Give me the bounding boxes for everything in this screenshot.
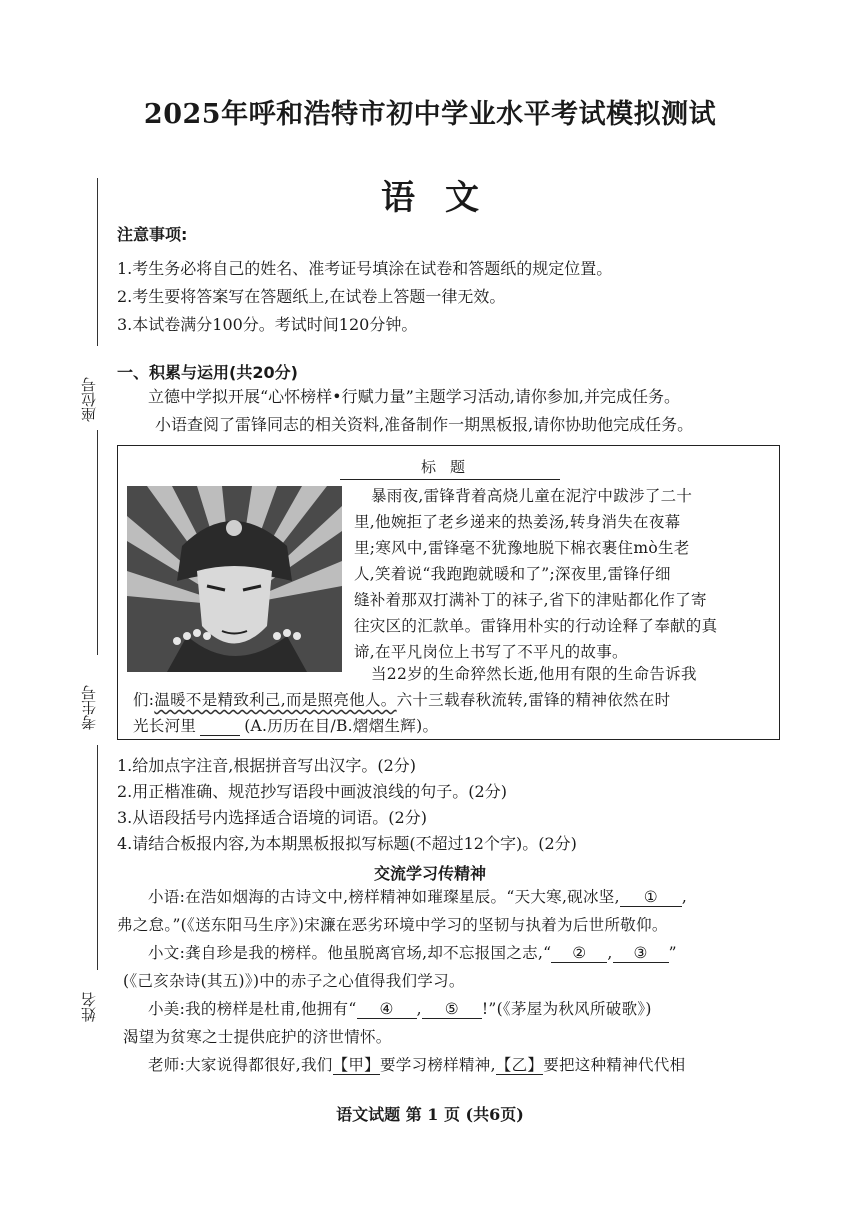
lei-feng-portrait-image bbox=[127, 486, 342, 672]
answer-blank: ④ bbox=[357, 1000, 417, 1019]
dialogue-line: 小文:龚自珍是我的榜样。他虽脱离官场,却不忘报国之志,“ ② , ③ ” bbox=[148, 944, 677, 962]
notice-item: 2.考生要将答案写在答题纸上,在试卷上答题一律无效。 bbox=[117, 287, 506, 306]
exam-no-label: 考生号 bbox=[80, 685, 98, 730]
board-line: 暴雨夜,雷锋背着高烧儿童在泥泞中跋涉了二十 bbox=[371, 487, 693, 505]
dialogue-line: 弗之怠。”(《送东阳马生序》)宋濂在恶劣环境中学习的坚韧与执着为后世所敬仰。 bbox=[117, 916, 668, 934]
exchange-heading: 交流学习传精神 bbox=[373, 864, 486, 883]
section-intro: 立德中学拟开展“心怀榜样•行赋力量”主题学习活动,请你参加,并完成任务。 bbox=[148, 387, 680, 406]
marker-jia: 【甲】 bbox=[332, 1056, 380, 1074]
name-label: 姓名 bbox=[80, 992, 98, 1022]
board-line-wavy: 们:温暖不是精致利己,而是照亮他人。六十三载春秋流转,雷锋的精神依然在时 bbox=[133, 691, 671, 709]
board-line: 里;寒风中,雷锋毫不犹豫地脱下棉衣裹住mò生老 bbox=[354, 539, 690, 557]
dialogue-line: 渴望为贫寒之士提供庇护的济世情怀。 bbox=[123, 1028, 392, 1046]
board-line: 缝补着那双打满补丁的袜子,省下的津贴都化作了寄 bbox=[354, 591, 707, 609]
binding-line-mid bbox=[97, 430, 98, 655]
question-item: 1.给加点字注音,根据拼音写出汉字。(2分) bbox=[117, 756, 417, 775]
binding-line-lower bbox=[97, 745, 98, 970]
section-heading: 一、积累与运用(共20分) bbox=[117, 363, 298, 382]
answer-blank: ③ bbox=[613, 944, 669, 963]
board-line: 人,笑着说“我跑跑就暖和了”;深夜里,雷锋仔细 bbox=[354, 565, 671, 583]
seat-label: 座位号 bbox=[80, 377, 98, 422]
dialogue-line: 小美:我的榜样是杜甫,他拥有“ ④ , ⑤ !”(《茅屋为秋风所破歌》) bbox=[148, 1000, 652, 1018]
binding-line-top bbox=[97, 178, 98, 346]
answer-blank: ① bbox=[620, 888, 682, 907]
notice-item: 3.本试卷满分100分。考试时间120分钟。 bbox=[117, 315, 418, 334]
answer-blank: ⑤ bbox=[422, 1000, 482, 1019]
notice-heading: 注意事项: bbox=[117, 225, 188, 244]
notice-item: 1.考生务必将自己的姓名、准考证号填涂在试卷和答题纸的规定位置。 bbox=[117, 259, 613, 278]
marker-yi: 【乙】 bbox=[495, 1056, 544, 1074]
question-item: 3.从语段括号内选择适合语境的词语。(2分) bbox=[117, 808, 427, 827]
dialogue-line: 小语:在浩如烟海的古诗文中,榜样精神如璀璨星辰。“天大寒,砚冰坚, ① , bbox=[148, 888, 688, 906]
board-line: 往灾区的汇款单。雷锋用朴实的行动诠释了奉献的真 bbox=[354, 617, 718, 635]
exam-title: 2025年呼和浩特市初中学业水平考试模拟测试 bbox=[143, 99, 717, 130]
section-intro: 小语查阅了雷锋同志的相关资料,准备制作一期黑板报,请你协助他完成任务。 bbox=[155, 415, 694, 434]
wavy-sentence: 温暖不是精致利己,而是照亮他人。 bbox=[154, 691, 397, 709]
board-line: 谛,在平凡岗位上书写了不平凡的故事。 bbox=[354, 643, 628, 661]
board-line: 里,他婉拒了老乡递来的热姜汤,转身消失在夜幕 bbox=[354, 513, 681, 531]
answer-blank: ② bbox=[551, 944, 607, 963]
dialogue-line: (《己亥杂诗(其五)》)中的赤子之心值得我们学习。 bbox=[123, 972, 465, 990]
question-item: 4.请结合板报内容,为本期黑板报拟写标题(不超过12个字)。(2分) bbox=[117, 834, 577, 853]
dialogue-line: 老师:大家说得都很好,我们【甲】要学习榜样精神,【乙】要把这种精神代代相 bbox=[148, 1056, 686, 1074]
board-line: 当22岁的生命猝然长逝,他用有限的生命告诉我 bbox=[371, 665, 697, 683]
subject-title: 语文 bbox=[381, 178, 509, 218]
board-title: 标题 bbox=[340, 456, 560, 480]
answer-blank bbox=[200, 717, 240, 736]
page-footer: 语文试题 第 1 页 (共6页) bbox=[336, 1105, 524, 1124]
question-item: 2.用正楷准确、规范抄写语段中画波浪线的句子。(2分) bbox=[117, 782, 507, 801]
board-line-choice: 光长河里 (A.历历在目/B.熠熠生辉)。 bbox=[133, 717, 439, 735]
